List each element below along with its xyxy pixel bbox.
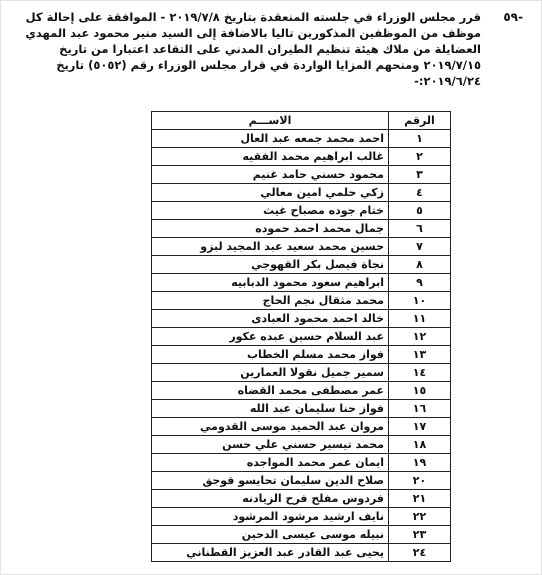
- row-name: مروان عبد الحميد موسى القدومي: [152, 418, 389, 436]
- row-number: ١٩: [389, 454, 451, 472]
- row-name: احمد محمد جمعه عبد العال: [152, 130, 389, 148]
- row-number: ٢: [389, 148, 451, 166]
- row-name: سمير جميل نقولا العمارين: [152, 364, 389, 382]
- row-name: حسين محمد سعيد عبد المجيد لبزو: [152, 238, 389, 256]
- row-number: ١٣: [389, 346, 451, 364]
- row-number: ١٧: [389, 418, 451, 436]
- row-name: يحيى عبد القادر عبد العزيز القطناني: [152, 544, 389, 562]
- table-row: [152, 202, 451, 220]
- row-number: ١٤: [389, 364, 451, 382]
- row-name: ابراهيم سعود محمود الدبابيه: [152, 274, 389, 292]
- row-name: زكي حلمي امين معالي: [152, 184, 389, 202]
- table-row: [152, 508, 451, 526]
- table-row: [152, 292, 451, 310]
- table-row: [152, 328, 451, 346]
- row-name: محمود حسني حامد غنيم: [152, 166, 389, 184]
- row-name: محمد تيسير حسني علي حسن: [152, 436, 389, 454]
- table-row: [152, 526, 451, 544]
- paragraph-text-1: قرر مجلس الوزراء في جلسته المنعقدة بتاريخ ٢٠١٩/٧/٨ - الموافقة على إحالة كل: [25, 10, 481, 24]
- table-row: [152, 148, 451, 166]
- row-name: نايف ارشيد مرشود المرشود: [152, 508, 389, 526]
- row-number: ١٠: [389, 292, 451, 310]
- table-row: [152, 400, 451, 418]
- row-name: نجاة فيصل بكر القهوجي: [152, 256, 389, 274]
- table-header-row: [152, 112, 451, 130]
- header-name: الاســـم: [152, 112, 389, 130]
- row-number: ١١: [389, 310, 451, 328]
- table-row: [152, 544, 451, 562]
- table-row: [152, 346, 451, 364]
- row-number: ١٥: [389, 382, 451, 400]
- header-number: الرقم: [389, 112, 451, 130]
- row-number: ١٨: [389, 436, 451, 454]
- paragraph-line-1: [18, 9, 523, 25]
- row-number: ٧: [389, 238, 451, 256]
- row-name: نبيله موسى عيسى الدحين: [152, 526, 389, 544]
- row-number: ٢٣: [389, 526, 451, 544]
- row-name: محمد مثقال نجم الحاج: [152, 292, 389, 310]
- table-row: [152, 364, 451, 382]
- table-body: [152, 130, 451, 562]
- row-number: ٤: [389, 184, 451, 202]
- table-row: [152, 220, 451, 238]
- row-number: ٣: [389, 166, 451, 184]
- table-row: [152, 130, 451, 148]
- row-name: عبد السلام حسين عبده عكور: [152, 328, 389, 346]
- row-name: جمال محمد احمد حموده: [152, 220, 389, 238]
- table-row: [152, 184, 451, 202]
- row-number: ١٢: [389, 328, 451, 346]
- table-row: [152, 472, 451, 490]
- row-name: ايمان عمر محمد المواجده: [152, 454, 389, 472]
- row-number: ٢٠: [389, 472, 451, 490]
- decision-paragraph: [18, 9, 523, 89]
- row-number: ٢١: [389, 490, 451, 508]
- row-name: ختام جوده مصباح غيث: [152, 202, 389, 220]
- row-name: خالد احمد محمود العبادى: [152, 310, 389, 328]
- table-row: [152, 166, 451, 184]
- table-row: [152, 454, 451, 472]
- row-name: فواز حنا سليمان عبد الله: [152, 400, 389, 418]
- row-number: ١٦: [389, 400, 451, 418]
- table-row: [152, 490, 451, 508]
- paragraph-line-5: ٢٠١٩/٦/٢٤:-: [414, 74, 481, 88]
- row-number: ٢٢: [389, 508, 451, 526]
- row-name: غالب ابراهيم محمد الفقيه: [152, 148, 389, 166]
- row-number: ٨: [389, 256, 451, 274]
- row-name: عمر مصطفى محمد القضاه: [152, 382, 389, 400]
- paragraph-line-3: العضايلة من ملاك هيئة تنظيم الطيران المدني على التقاعد اعتبارا من تاريخ: [59, 42, 481, 56]
- row-name: فردوس مفلح فرح الزيادنه: [152, 490, 389, 508]
- paragraph-line-4: ٢٠١٩/٧/١٥ ومنحهم المزايا الواردة في قرار مجلس الوزراء رقم (٥٠٥٢) تاريخ: [56, 58, 481, 72]
- table-row: [152, 238, 451, 256]
- table-row: [152, 274, 451, 292]
- row-number: ٢٤: [389, 544, 451, 562]
- table-row: [152, 310, 451, 328]
- item-number: -٥٩: [503, 10, 523, 24]
- paragraph-line-2: موظف من الموظفين المذكورين تاليا بالاضافة إلى السيد منير محمود عبد المهدي: [25, 26, 481, 40]
- table-row: [152, 436, 451, 454]
- table-row: [152, 256, 451, 274]
- row-number: ١: [389, 130, 451, 148]
- row-name: فواز محمد مسلم الخطاب: [152, 346, 389, 364]
- row-number: ٥: [389, 202, 451, 220]
- table-row: [152, 418, 451, 436]
- employees-table: [151, 111, 451, 562]
- table-row: [152, 382, 451, 400]
- row-number: ٦: [389, 220, 451, 238]
- row-number: ٩: [389, 274, 451, 292]
- row-name: صلاح الدين سليمان تحايسو قوجق: [152, 472, 389, 490]
